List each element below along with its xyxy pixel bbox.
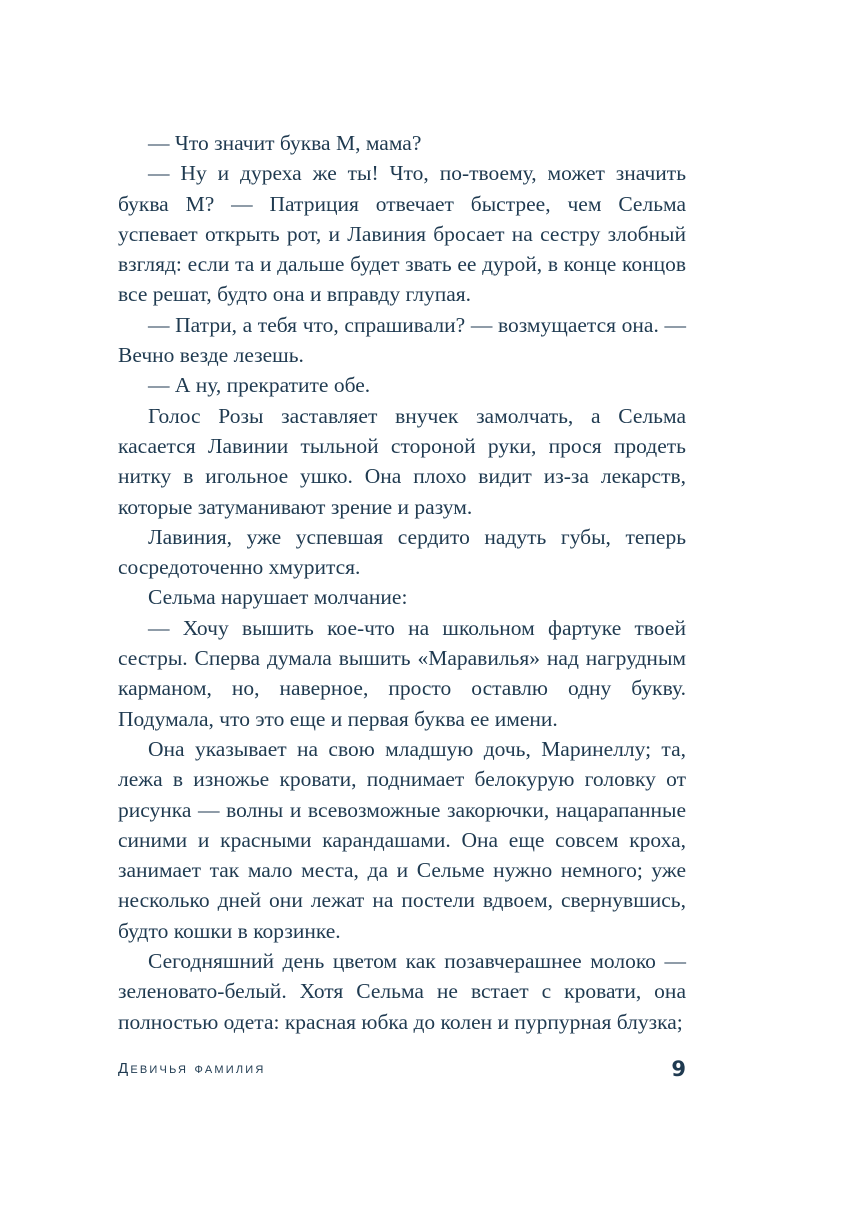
page-footer bbox=[118, 1057, 686, 1087]
body-text bbox=[118, 128, 686, 1037]
paragraph: Лавиния, уже успевшая сердито надуть губы, теперь сосредоточенно хмурится. bbox=[118, 524, 686, 580]
paragraph: — Хочу вышить кое-что на школьном фартуке твоей сестры. Сперва думала вышить «Маравилья» над нагрудным карманом, но, наверное, просто оставлю одну букву. Подумала, что это еще и первая буква ее имени. bbox=[118, 615, 686, 731]
paragraph: — Патри, а тебя что, спрашивали? — возмущается она. — Вечно везде лезешь. bbox=[118, 312, 686, 368]
paragraph: — А ну, прекратите обе. bbox=[148, 373, 371, 398]
page-number: 9 bbox=[671, 1057, 686, 1081]
paragraph: — Что значит буква М, мама? bbox=[148, 131, 422, 155]
paragraph: Сегодняшний день цветом как позавчерашнее молоко — зеленовато-белый. Хотя Сельма не встает с кровати, она полностью одета: красная юбка до колен и пурпурная блузка; bbox=[118, 949, 686, 1034]
paragraph: Она указывает на свою младшую дочь, Маринеллу; та, лежа в изножье кровати, поднимает белокурую головку от рисунка — волны и всевозможные закорючки, нацарапанные синими и красными карандашами. Она еще совсем кроха, занимает так мало места, да и Сельме нужно немного; уже несколько дней они лежат на постели вдвоем, свернувшись, будто кошки в корзинке. bbox=[118, 736, 686, 943]
paragraph: Сельма нарушает молчание: bbox=[148, 585, 408, 610]
running-title: Девичья фамилия bbox=[118, 1060, 266, 1077]
paragraph: — Ну и дуреха же ты! Что, по-твоему, может значить буква М? — Патриция отвечает быстрее, чем Сельма успевает открыть рот, и Лавиния бросает на сестру злобный взгляд: если та и дальше будет звать ее дурой, в конце концов все решат, будто она и вправду глупая. bbox=[118, 161, 686, 307]
paragraph: Голос Розы заставляет внучек замолчать, а Сельма касается Лавинии тыльной стороной руки, прося продеть нитку в игольное ушко. Она плохо видит из-за лекарств, которые затуманивают зрение и разум. bbox=[118, 403, 686, 519]
